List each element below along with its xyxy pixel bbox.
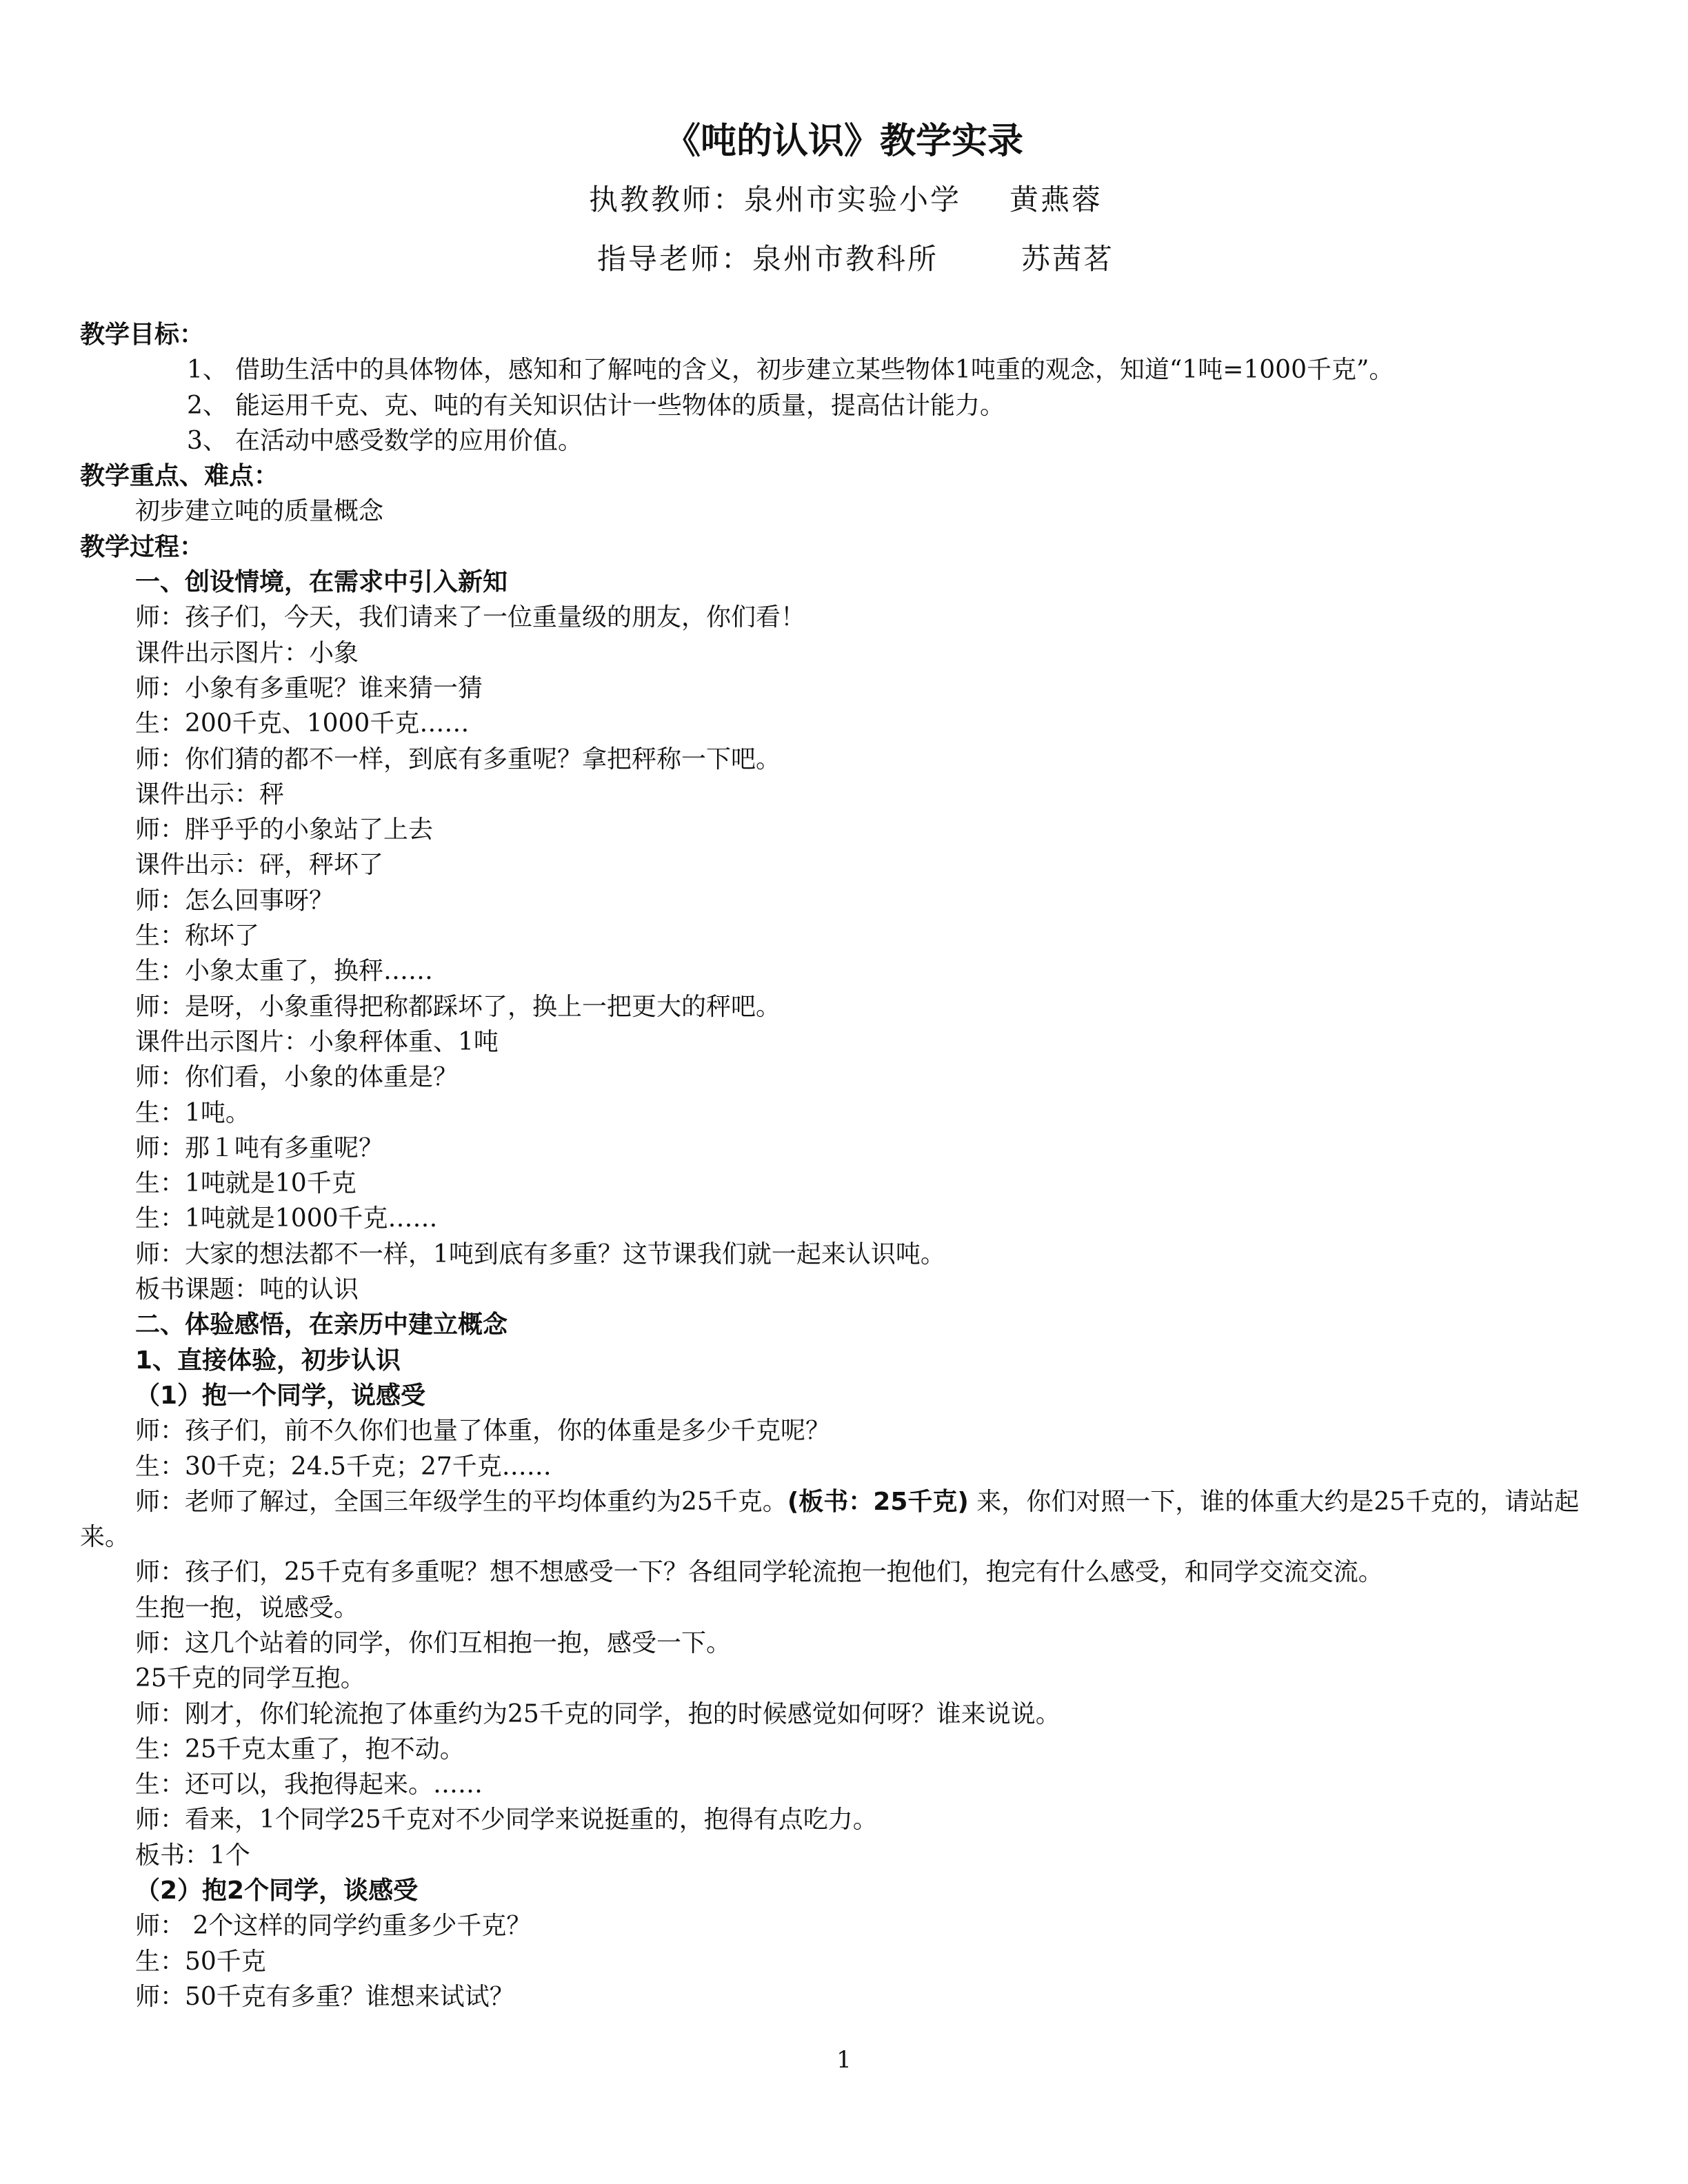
dialogue-line: 师：刚才，你们轮流抱了体重约为25千克的同学，抱的时候感觉如何呀？谁来说说。: [135, 1699, 1061, 1728]
dialogue-line: 师：看来，1个同学25千克对不少同学来说挺重的，抱得有点吃力。: [135, 1806, 878, 1834]
advisor-label: 指导老师：泉州市教科所: [597, 242, 939, 276]
dialogue-line: 板书课题：吨的认识: [135, 1275, 359, 1304]
section-1-title: 一、创设情境，在需求中引入新知: [135, 568, 508, 597]
objective-item: 2、 能运用千克、克、吨的有关知识估计一些物体的质量，提高估计能力。: [187, 391, 1005, 420]
dialogue-line: 生抱一抱，说感受。: [135, 1593, 359, 1622]
board-note: (板书：25千克): [787, 1487, 969, 1516]
dialogue-line: 生：1吨。: [135, 1098, 250, 1127]
dialogue-line: 师：你们看，小象的体重是？: [135, 1063, 459, 1092]
dialogue-line: 板书：1个: [135, 1841, 250, 1870]
objective-item: 1、 借助生活中的具体物体，感知和了解吨的含义，初步建立某些物体1吨重的观念，知道“1吨=1000千克”。: [187, 356, 1394, 385]
dialogue-line: 师：孩子们，25千克有多重呢？想不想感受一下？各组同学轮流抱一抱他们，抱完有什么感受，和同学交流交流。: [135, 1558, 1383, 1587]
dialogue-line: 师：大家的想法都不一样，1吨到底有多重？这节课我们就一起来认识吨。: [135, 1240, 945, 1268]
dialogue-line: 师：是呀，小象重得把称都踩坏了，换上一把更大的秤吧。: [135, 992, 781, 1021]
dialogue-line: 生：1吨就是10千克: [135, 1169, 356, 1198]
part-2-title: （2）抱2个同学，谈感受: [135, 1877, 419, 1905]
section-2-title: 二、体验感悟，在亲历中建立概念: [135, 1311, 508, 1339]
dialogue-line: 师：你们猜的都不一样，到底有多重呢？拿把秤称一下吧。: [135, 745, 781, 774]
teacher-label: 执教教师：泉州市实验小学: [589, 183, 962, 216]
dialogue-line-mixed: 师：老师了解过，全国三年级学生的平均体重约为25千克。(板书：25千克) 来，你们对照一下，谁的体重大约是25千克的，请站起来。: [80, 1487, 1580, 1552]
objective-item: 3、 在活动中感受数学的应用价值。: [187, 426, 583, 455]
dialogue-line: 师：怎么回事呀？: [135, 886, 334, 915]
dialogue-line: 生：50千克: [135, 1947, 266, 1976]
part-1-title: （1）抱一个同学，说感受: [135, 1381, 426, 1410]
dialogue-line: 师： 2个这样的同学约重多少千克？: [135, 1912, 532, 1941]
process-heading: 教学过程：: [80, 532, 205, 561]
document-title: 《吨的认识》教学实录: [664, 121, 1023, 162]
advisor-line: [597, 240, 1114, 279]
dialogue-line: 课件出示：秤: [135, 780, 285, 809]
dialogue-line: 课件出示图片：小象秤体重、1吨: [135, 1027, 499, 1056]
dialogue-line: 师：孩子们，前不久你们也量了体重，你的体重是多少千克呢？: [135, 1417, 831, 1446]
dialogue-line: 生：还可以，我抱得起来。……: [135, 1770, 483, 1799]
dialogue-line: 师：50千克有多重？谁想来试试？: [135, 1982, 514, 2011]
dialogue-line: 师：那１吨有多重呢？: [135, 1133, 384, 1162]
dialogue-line: 课件出示：砰，秤坏了: [135, 851, 384, 880]
dialogue-line: 生：小象太重了，换秤……: [135, 957, 434, 986]
dialogue-line: 师：胖乎乎的小象站了上去: [135, 816, 434, 845]
document-body: [80, 317, 1611, 2014]
dialogue-line: 生：1吨就是1000千克……: [135, 1204, 438, 1233]
dialogue-line: 生：称坏了: [135, 922, 260, 951]
key-points-text: 初步建立吨的质量概念: [135, 497, 384, 526]
subsection-1-title: 1、直接体验，初步认识: [135, 1346, 401, 1375]
key-points-heading: 教学重点、难点：: [80, 462, 279, 491]
advisor-name: 苏茜茗: [1021, 242, 1115, 276]
page-number: 1: [836, 2046, 852, 2074]
dialogue-line: 师：孩子们，今天，我们请来了一位重量级的朋友，你们看！: [135, 603, 806, 632]
dialogue-line: 生：25千克太重了，抱不动。: [135, 1735, 465, 1763]
objectives-heading: 教学目标：: [80, 321, 205, 349]
dialogue-line: 课件出示图片：小象: [135, 638, 359, 667]
dialogue-line: 师：小象有多重呢？谁来猜一猜: [135, 674, 483, 702]
dialogue-line: 生：200千克、1000千克……: [135, 709, 470, 738]
dialogue-line: 25千克的同学互抱。: [135, 1664, 365, 1693]
teacher-line: [589, 181, 1103, 219]
dialogue-line: 师：这几个站着的同学，你们互相抱一抱，感受一下。: [135, 1628, 732, 1657]
teacher-name: 黄燕蓉: [1009, 183, 1103, 216]
dialogue-line: 生：30千克；24.5千克；27千克……: [135, 1452, 552, 1481]
section-1-dialogue: [80, 600, 1611, 1307]
